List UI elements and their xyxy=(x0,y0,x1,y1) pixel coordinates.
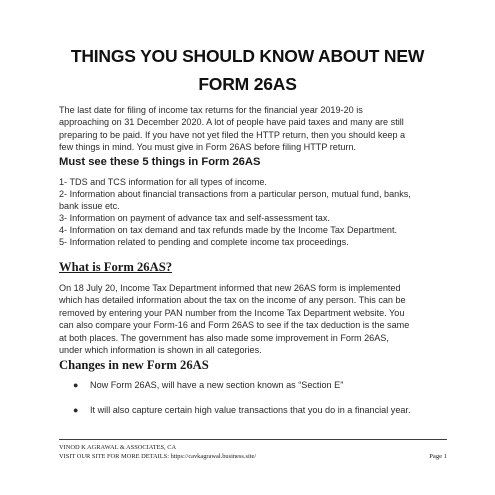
paragraph-line: at both places. The government has also made some improvement in Form 26AS, xyxy=(59,332,389,343)
bullet-icon: ● xyxy=(73,380,79,390)
must-see-heading: Must see these 5 things in Form 26AS xyxy=(59,156,261,168)
page-title xyxy=(20,42,475,98)
list-item: 3- Information on payment of advance tax and self-assessment tax. xyxy=(59,213,330,224)
list-item: 2- Information about financial transactions from a particular person, mutual fund, banks, xyxy=(59,189,411,200)
title-line-1: THINGS YOU SHOULD KNOW ABOUT NEW xyxy=(70,46,425,66)
intro-paragraph xyxy=(59,104,449,154)
changes-heading: Changes in new Form 26AS xyxy=(59,358,209,372)
paragraph-line: On 18 July 20, Income Tax Department informed that new 26AS form is implemented xyxy=(59,283,401,293)
bullet-text: Now Form 26AS, will have a new section known as “Section E” xyxy=(90,380,344,390)
what-is-heading: What is Form 26AS? xyxy=(59,260,172,274)
list-item: 1- TDS and TCS information for all types of income. xyxy=(59,177,267,187)
footer-firm: VINOD K AGRAWAL & ASSOCIATES, CA xyxy=(59,444,177,451)
page-number: Page 1 xyxy=(429,453,447,460)
what-is-paragraph xyxy=(59,282,449,356)
bullet-icon: ● xyxy=(73,404,79,415)
list-item: 4- Information on tax demand and tax refunds made by the Income Tax Department. xyxy=(59,225,398,236)
intro-line: preparing to be paid. If you have not yet filed the HTTP return, then you should keep a xyxy=(59,129,406,140)
paragraph-line: which has detailed information about the tax on the income of any person. This can be xyxy=(59,295,406,306)
intro-line: The last date for filing of income tax returns for the financial year 2019-20 is xyxy=(59,105,363,115)
paragraph-line: can also compare your Form-16 and Form 26AS to see if the tax deduction is the same xyxy=(59,320,410,331)
intro-line: approaching on 31 December 2020. A lot of people have paid taxes and many are still xyxy=(59,117,404,128)
intro-line: few things in mind. You must give in Form 26AS before filing HTTP return. xyxy=(59,142,357,153)
paragraph-line: removed by entering your PAN number from the Income Tax Department website. You xyxy=(59,307,405,318)
changes-list xyxy=(73,380,453,417)
list-item: 5- Information related to pending and complete income tax proceedings. xyxy=(59,237,349,248)
footer-site-text: VISIT OUR SITE FOR MORE DETAILS: https://cavkagrawal.business.site/ xyxy=(59,453,257,460)
footer-divider xyxy=(59,439,447,440)
list-item: bank issue etc. xyxy=(59,201,120,212)
list-item xyxy=(73,405,453,417)
must-see-list xyxy=(59,176,449,249)
footer-site xyxy=(59,453,447,460)
title-line-2: FORM 26AS xyxy=(198,74,297,94)
paragraph-line: under which information is shown in all categories. xyxy=(59,345,262,356)
list-item xyxy=(73,380,453,392)
bullet-text: It will also capture certain high value transactions that you do in a financial year. xyxy=(90,404,411,415)
